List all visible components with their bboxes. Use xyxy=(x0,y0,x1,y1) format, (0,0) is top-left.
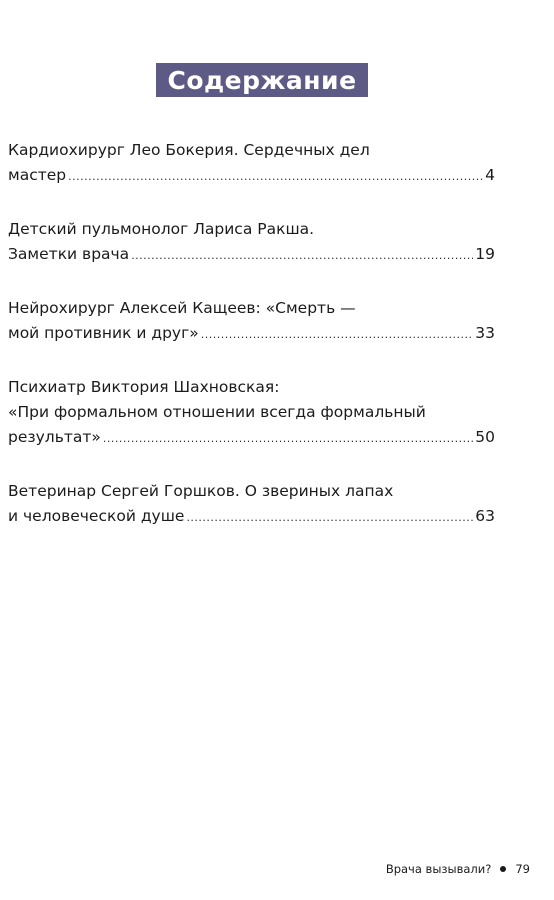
toc-entry-last-line xyxy=(8,163,495,189)
toc-entry-title-line: «При формальном отношении всегда формальный xyxy=(8,403,426,421)
footer-book-title: Врача вызывали? xyxy=(385,862,492,876)
toc-entry[interactable] xyxy=(8,375,495,451)
toc-page-number: 33 xyxy=(475,324,495,342)
toc-page-number: 4 xyxy=(485,166,495,184)
contents-heading-box xyxy=(156,63,368,97)
toc-entry-last-line xyxy=(8,321,495,347)
toc-entry-title-line: Нейрохирург Алексей Кащеев: «Смерть — xyxy=(8,299,356,317)
contents-heading: Содержание xyxy=(167,65,357,95)
toc-entry[interactable] xyxy=(8,138,495,189)
dot-leader xyxy=(201,322,474,347)
table-of-contents xyxy=(8,138,495,558)
footer-page-number: 79 xyxy=(515,862,530,876)
toc-entry-title-line: Кардиохирург Лео Бокерия. Сердечных дел xyxy=(8,141,370,159)
toc-entry-last-line xyxy=(8,242,495,268)
toc-entry[interactable] xyxy=(8,217,495,268)
dot-leader xyxy=(186,505,473,530)
toc-entry-last-line xyxy=(8,425,495,451)
toc-entry-last-line xyxy=(8,504,495,530)
toc-entry-title-line: мой противник и друг» xyxy=(8,324,199,342)
toc-page-number: 63 xyxy=(475,507,495,525)
toc-entry[interactable] xyxy=(8,479,495,530)
toc-entry-title-line: результат» xyxy=(8,428,101,446)
dot-leader xyxy=(103,426,473,451)
toc-page-number: 19 xyxy=(475,245,495,263)
toc-entry-title-line: Ветеринар Сергей Горшков. О звериных лапах xyxy=(8,482,394,500)
toc-entry-title-line: Психиатр Виктория Шахновская: xyxy=(8,378,280,396)
page-footer xyxy=(386,862,530,876)
toc-entry-title-line: и человеческой душе xyxy=(8,507,185,525)
bullet-dot-icon xyxy=(500,866,506,872)
dot-leader xyxy=(131,243,473,268)
toc-entry[interactable] xyxy=(8,296,495,347)
toc-entry-title-line: мастер xyxy=(8,166,67,184)
toc-entry-title-line: Заметки врача xyxy=(8,245,130,263)
toc-entry-title-line: Детский пульмонолог Лариса Ракша. xyxy=(8,220,315,238)
toc-page-number: 50 xyxy=(475,428,495,446)
dot-leader xyxy=(68,164,483,189)
